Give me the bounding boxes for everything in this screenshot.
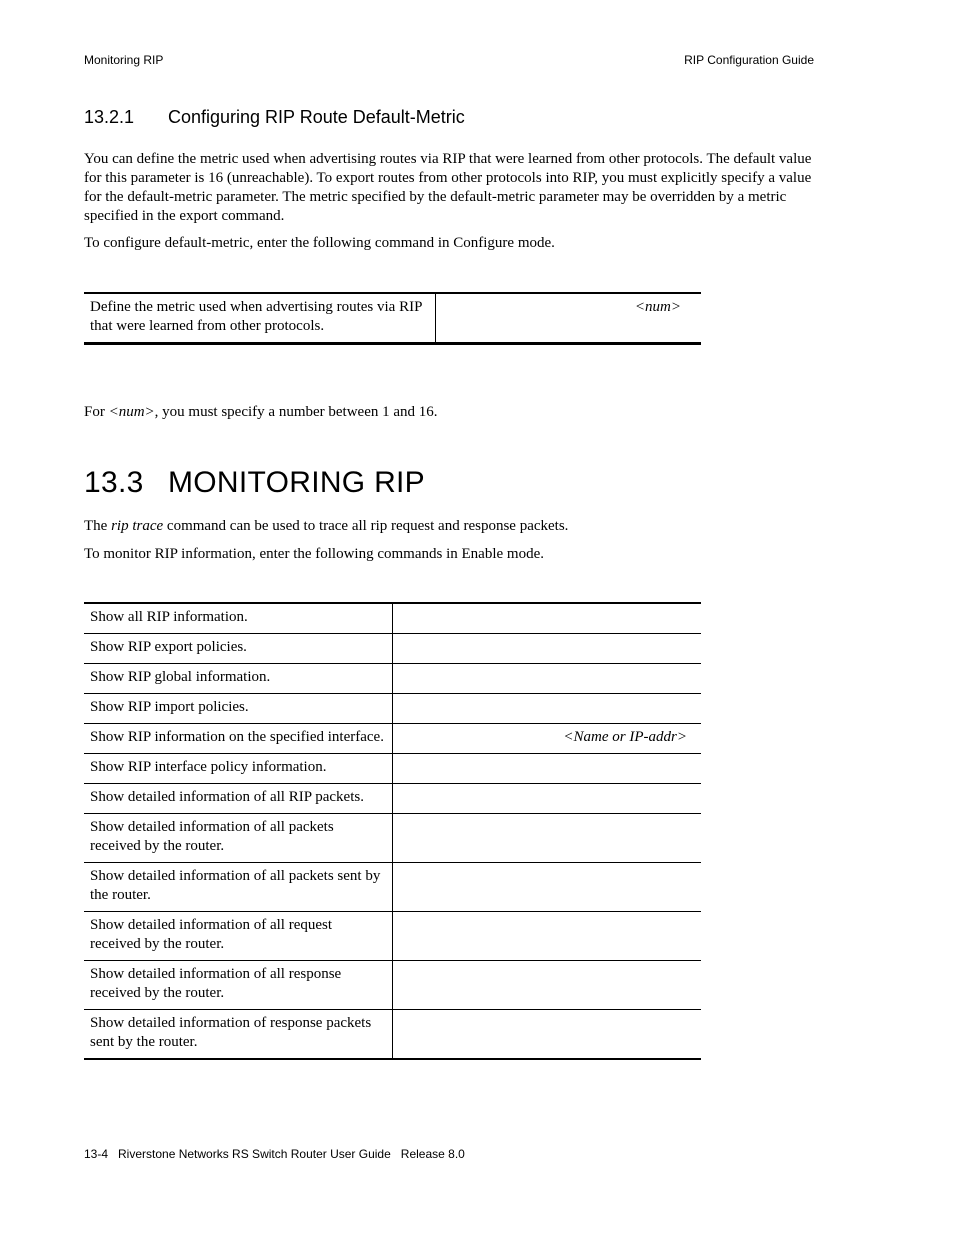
subsection-number: 13.2.1 — [84, 107, 135, 127]
command-description-cell: Show detailed information of all packets received by the router. — [84, 814, 393, 863]
command-cell — [393, 961, 702, 1010]
table-row — [84, 754, 701, 784]
command-description-cell: Show detailed information of response packets sent by the router. — [84, 1010, 393, 1060]
section-heading — [84, 466, 425, 500]
table-row — [84, 814, 701, 863]
command-cell — [393, 634, 702, 664]
command-cell — [393, 694, 702, 724]
running-header-right: RIP Configuration Guide — [684, 53, 814, 67]
num-range-note — [84, 403, 814, 422]
command-description-cell: Show RIP export policies. — [84, 634, 393, 664]
note-argument: <num> — [108, 404, 155, 420]
table-row — [84, 664, 701, 694]
page-footer: 13-4 Riverstone Networks RS Switch Router User Guide Release 8.0 — [84, 1147, 465, 1161]
table-row — [84, 784, 701, 814]
table-row — [84, 1010, 701, 1060]
subsection-heading — [84, 107, 465, 128]
para-suffix: command can be used to trace all rip request and response packets. — [163, 518, 569, 534]
default-metric-command-table — [84, 292, 701, 345]
command-cell — [393, 1010, 702, 1060]
command-cell — [393, 863, 702, 912]
note-prefix: For — [84, 404, 109, 420]
command-description-cell: Show detailed information of all request received by the router. — [84, 912, 393, 961]
running-header-left: Monitoring RIP — [84, 53, 164, 67]
command-cell — [393, 664, 702, 694]
rip-trace-paragraph — [84, 517, 814, 536]
command-cell — [393, 603, 702, 634]
para-prefix: The — [84, 518, 112, 534]
command-cell — [393, 784, 702, 814]
command-description-cell: Show all RIP information. — [84, 603, 393, 634]
note-suffix: , you must specify a number between 1 and 16. — [154, 404, 438, 420]
section-number: 13.3 — [84, 466, 144, 499]
table-row — [84, 912, 701, 961]
command-argument: <num> — [634, 299, 681, 315]
subsection-title: Configuring RIP Route Default-Metric — [168, 107, 465, 127]
command-description-cell: Show detailed information of all packets sent by the router. — [84, 863, 393, 912]
command-cell — [393, 754, 702, 784]
command-description-cell: Show RIP information on the specified interface. — [84, 724, 393, 754]
monitoring-command-table — [84, 602, 701, 1060]
command-description-cell: Show RIP interface policy information. — [84, 754, 393, 784]
default-metric-description: You can define the metric used when advertising routes via RIP that were learned from other protocols. The default value for this parameter is 16 (unreachable). To export routes from other protocols into RIP, you must explicitly specify a value for the default-metric parameter. The metric specified by the default-metric parameter may be overridden by a metric specified in the export command. — [84, 151, 812, 224]
command-cell — [393, 814, 702, 863]
enable-mode-instruction: To monitor RIP information, enter the following commands in Enable mode. — [84, 546, 544, 562]
command-cell — [436, 293, 702, 344]
command-description-cell: Show RIP global information. — [84, 664, 393, 694]
rip-trace-command: rip trace — [111, 518, 164, 534]
configure-mode-instruction: To configure default-metric, enter the following command in Configure mode. — [84, 235, 555, 251]
table-row — [84, 634, 701, 664]
table-row — [84, 863, 701, 912]
table-row — [84, 603, 701, 634]
command-description-cell: Show RIP import policies. — [84, 694, 393, 724]
command-argument: <Name or IP-addr> — [563, 729, 687, 745]
command-description-cell: Show detailed information of all RIP packets. — [84, 784, 393, 814]
table-row — [84, 694, 701, 724]
table-row — [84, 724, 701, 754]
section-title: MONITORING RIP — [168, 466, 425, 499]
command-cell — [393, 912, 702, 961]
table-row — [84, 961, 701, 1010]
command-description-cell: Show detailed information of all response received by the router. — [84, 961, 393, 1010]
table-row — [84, 293, 701, 344]
command-description-cell: Define the metric used when advertising routes via RIP that were learned from other protocols. — [84, 293, 436, 344]
command-cell — [393, 724, 702, 754]
